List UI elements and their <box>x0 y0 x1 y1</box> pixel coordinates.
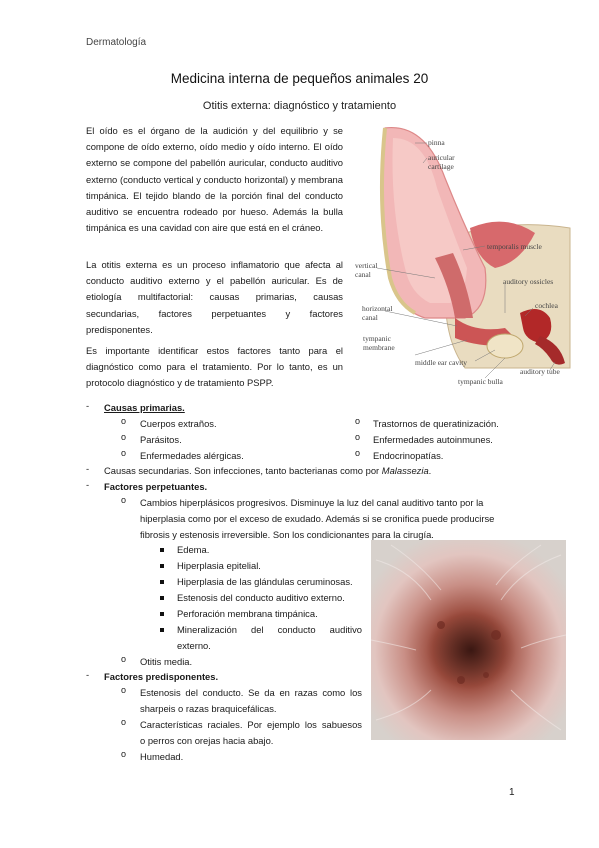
ear-anatomy-figure <box>355 118 575 388</box>
sub-list-item: externo. <box>177 640 211 651</box>
bullet-circle: o <box>121 685 127 695</box>
label-pinna: pinna <box>428 138 445 147</box>
label-temporalis-muscle: temporalis muscle <box>487 242 542 251</box>
bullet-circle: o <box>121 654 127 664</box>
bullet-circle: o <box>355 432 361 442</box>
list-item: Humedad. <box>140 751 184 762</box>
page-header: Dermatología <box>86 37 147 48</box>
list-item: Parásitos. <box>140 434 182 445</box>
sub-list-item: Mineralización del conducto auditivo <box>177 624 362 635</box>
list-item: o perros con orejas hacia abajo. <box>140 735 274 746</box>
section-perpetuantes-title: Factores perpetuantes. <box>104 481 208 492</box>
list-item: Endocrinopatías. <box>373 450 444 461</box>
bullet-dash: - <box>86 463 90 474</box>
bullet-square <box>160 580 164 584</box>
label-horizontal-canal: canal <box>362 313 378 322</box>
label-middle-ear-cavity: middle ear cavity <box>415 358 468 367</box>
list-item: Enfermedades autoinmunes. <box>373 434 493 445</box>
list-item: sharpeis o razas braquicefálicas. <box>140 703 277 714</box>
document-title: Medicina interna de pequeños animales 20 <box>170 71 429 86</box>
sub-list-item: Hiperplasia de las glándulas ceruminosas. <box>177 576 353 587</box>
section-secundarias <box>104 463 431 478</box>
label-membrane: membrane <box>363 343 395 352</box>
label-vertical-canal: canal <box>355 270 371 279</box>
bullet-circle: o <box>121 448 127 458</box>
label-auricular: auricular <box>428 153 455 162</box>
label-vertical: vertical <box>355 261 378 270</box>
bullet-dash: - <box>86 400 90 411</box>
label-tympanic: tympanic <box>363 334 391 343</box>
definition-paragraph: La otitis externa es un proceso inflamatorio que afecta al conducto auditivo externo y el pabellón auricular. Es de etiología multifactorial: causas primarias, causas secundarias, factores perpetuantes y factores predisponentes. <box>86 259 343 335</box>
bullet-square <box>160 548 164 552</box>
perpetuantes-line: Cambios hiperplásicos progresivos. Disminuye la luz del canal auditivo tanto por la <box>140 497 484 508</box>
bullet-circle: o <box>121 495 127 505</box>
label-cartilage: cartilage <box>428 162 454 171</box>
label-cochlea: cochlea <box>535 301 558 310</box>
bullet-square <box>160 612 164 616</box>
secundarias-italic: Malassezia <box>381 465 429 476</box>
protocol-paragraph: Es importante identificar estos factores tanto para el diagnóstico como para el tratamiento. Por lo tanto, es un protocolo diagnóstico y de tratamiento PSPP. <box>86 345 343 389</box>
bullet-square <box>160 596 164 600</box>
bullet-circle: o <box>355 448 361 458</box>
list-item: Trastornos de queratinización. <box>373 418 499 429</box>
list-item: Estenosis del conducto. Se da en razas como los <box>140 687 362 698</box>
document-subtitle: Otitis externa: diagnóstico y tratamiento <box>202 100 397 112</box>
ear-canal-photo <box>371 540 566 740</box>
bullet-circle: o <box>121 749 127 759</box>
bullet-square <box>160 628 164 632</box>
bullet-circle: o <box>121 416 127 426</box>
perpetuantes-line: fibrosis y estenosis irreversible. Son los condicionantes para la cirugía. <box>140 529 434 540</box>
sub-list-item: Estenosis del conducto auditivo externo. <box>177 592 345 603</box>
label-auditory-ossicles: auditory ossicles <box>503 277 554 286</box>
bullet-circle: o <box>121 432 127 442</box>
list-item: Otitis media. <box>140 656 193 667</box>
bullet-dash: - <box>86 669 90 680</box>
intro-paragraph: El oído es el órgano de la audición y del equilibrio y se compone de oído externo, oído medio y oído interno. El oído externo se compone del pabellón auricular, conducto auditivo externo (conducto vertical y conducto horizontal) y membrana timpánica. El tejido blando de la porción final del conducto auditivo se encuentra rodeado por hueso. Además la bulla timpánica es una cavidad con aire que está en el cráneo. <box>86 125 343 234</box>
page-number: 1 <box>509 787 515 798</box>
bullet-circle: o <box>355 416 361 426</box>
secundarias-text: Causas secundarias. Son infecciones, tanto bacterianas como por <box>104 465 382 476</box>
list-item: Cuerpos extraños. <box>140 418 217 429</box>
bullet-dash: - <box>86 479 90 490</box>
bullet-circle: o <box>121 717 127 727</box>
label-horizontal: horizontal <box>362 304 393 313</box>
section-predisponentes-title: Factores predisponentes. <box>104 671 219 682</box>
sub-list-item: Hiperplasia epitelial. <box>177 560 261 571</box>
bullet-square <box>160 564 164 568</box>
section-primarias-title: Causas primarias. <box>104 402 185 413</box>
label-tympanic-bulla: tympanic bulla <box>458 377 503 386</box>
label-auditory-tube: auditory tube <box>520 367 560 376</box>
sub-list-item: Edema. <box>177 544 210 555</box>
list-item: Enfermedades alérgicas. <box>140 450 244 461</box>
perpetuantes-line: hiperplasia como por el exceso de exudado. Además si se cronifica puede producirse <box>140 513 495 524</box>
sub-list-item: Perforación membrana timpánica. <box>177 608 318 619</box>
secundarias-end: . <box>428 465 432 476</box>
list-item: Características raciales. Por ejemplo los sabuesos <box>140 719 362 730</box>
